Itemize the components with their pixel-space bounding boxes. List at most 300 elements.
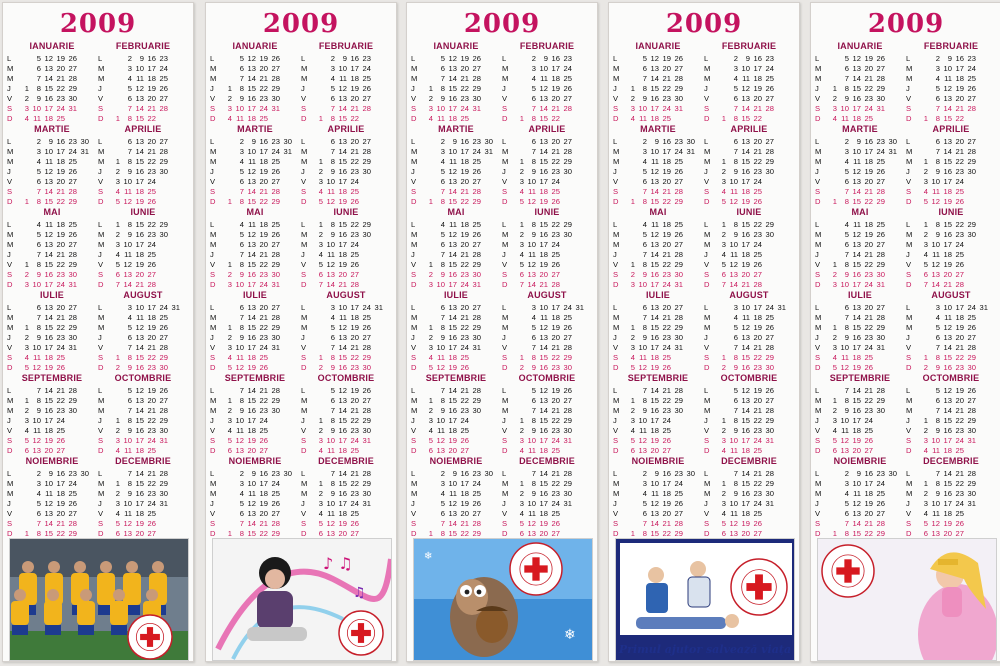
date-cell: 21: [955, 104, 964, 113]
date-cell: 25: [271, 489, 280, 498]
day-letter: M: [704, 230, 711, 239]
date-cell: 1: [630, 396, 635, 405]
day-letter: S: [301, 353, 307, 362]
date-cell: 16: [943, 489, 952, 498]
date-cell: 9: [531, 426, 536, 435]
date-cell: 8: [239, 323, 244, 332]
day-letter: M: [98, 74, 105, 83]
week-day-row: [411, 343, 501, 353]
date-cell: 9: [127, 167, 132, 176]
date-cell: 24: [271, 147, 280, 156]
date-cell: 9: [531, 363, 536, 372]
date-cell: 22: [56, 323, 65, 332]
date-cell: 27: [967, 396, 976, 405]
month-block: [502, 41, 592, 123]
date-cell: 10: [931, 499, 940, 508]
date-cell: 10: [32, 416, 41, 425]
date-cell: 17: [338, 240, 347, 249]
date-cell: 12: [247, 54, 256, 63]
date-cell: 23: [674, 137, 683, 146]
date-cell: 19: [662, 167, 671, 176]
date-cell: 10: [638, 343, 647, 352]
date-cell: 10: [123, 240, 132, 249]
date-cell: 5: [428, 436, 433, 445]
date-cell: 12: [326, 197, 335, 206]
date-cell: 20: [852, 446, 861, 455]
date-cell: 18: [259, 489, 268, 498]
week-day-row: [906, 220, 996, 230]
date-cell: 27: [472, 64, 481, 73]
date-cell: 31: [362, 436, 371, 445]
week-day-row: [906, 240, 996, 250]
date-cell: 4: [935, 74, 940, 83]
date-cell: 7: [127, 343, 132, 352]
week-day-row: [613, 323, 703, 333]
date-cell: 19: [741, 197, 750, 206]
day-letter: M: [502, 240, 509, 249]
date-cell: 25: [259, 114, 268, 123]
date-cell: 25: [362, 74, 371, 83]
day-letter: D: [411, 114, 417, 123]
date-cell: 9: [856, 469, 861, 478]
day-letter: L: [210, 137, 215, 146]
week-day-row: [613, 426, 703, 436]
date-cell: 26: [362, 323, 371, 332]
date-cell: 5: [844, 499, 849, 508]
day-letter: J: [906, 416, 910, 425]
month-block: [502, 124, 592, 206]
date-cell: 21: [662, 250, 671, 259]
date-cell: 21: [460, 250, 469, 259]
calendar-card: [2, 2, 194, 662]
date-cell: 11: [45, 220, 53, 229]
date-cell: 14: [539, 104, 548, 113]
date-cell: 15: [650, 197, 659, 206]
date-cell: 9: [844, 270, 849, 279]
date-cell: 28: [68, 187, 77, 196]
date-cell: 7: [844, 187, 849, 196]
date-cell: 2: [923, 363, 928, 372]
date-cell: 17: [44, 280, 53, 289]
date-cell: 1: [318, 114, 323, 123]
month-block: [704, 373, 794, 455]
date-cell: 21: [539, 280, 548, 289]
date-cell: 23: [551, 426, 560, 435]
month-name: APRILIE: [528, 124, 566, 134]
date-cell: 22: [56, 197, 65, 206]
date-cell: 9: [654, 137, 659, 146]
date-cell: 11: [528, 187, 536, 196]
date-cell: 8: [642, 529, 647, 538]
date-cell: 15: [135, 353, 144, 362]
date-cell: 28: [765, 343, 774, 352]
date-cell: 2: [115, 363, 120, 372]
card-picture: [9, 538, 189, 661]
date-cell: 5: [239, 167, 244, 176]
day-letter: M: [704, 489, 711, 498]
month-block: [98, 124, 188, 206]
date-cell: 23: [159, 54, 168, 63]
day-letter: M: [301, 406, 308, 415]
date-cell: 28: [674, 250, 683, 259]
date-cell: 9: [127, 230, 132, 239]
date-cell: 12: [448, 499, 457, 508]
date-cell: 13: [448, 240, 457, 249]
date-cell: 18: [135, 250, 144, 259]
date-cell: 25: [56, 426, 65, 435]
svg-text:❄: ❄: [424, 551, 433, 562]
week-day-row: [613, 84, 703, 94]
date-cell: 15: [650, 529, 659, 538]
date-cell: 31: [674, 280, 683, 289]
date-cell: 25: [551, 250, 560, 259]
day-letter: S: [502, 104, 508, 113]
day-letter: S: [815, 104, 821, 113]
month-name: DECEMBRIE: [519, 456, 575, 466]
date-cell: 1: [115, 353, 120, 362]
date-cell: 30: [484, 137, 493, 146]
date-cell: 22: [147, 353, 156, 362]
date-cell: 17: [539, 177, 548, 186]
date-cell: 25: [955, 509, 964, 518]
date-cell: 6: [844, 303, 849, 312]
month-block: [210, 41, 300, 123]
month-block: [301, 41, 391, 123]
week-day-row: [411, 230, 501, 240]
date-cell: 9: [440, 333, 445, 342]
date-cell: 25: [955, 446, 964, 455]
date-cell: 13: [123, 529, 132, 538]
date-cell: 10: [840, 416, 849, 425]
date-cell: 22: [864, 260, 873, 269]
date-cell: 4: [227, 426, 232, 435]
day-letter: J: [815, 250, 819, 259]
day-letter: D: [7, 446, 13, 455]
date-cell: 27: [472, 509, 481, 518]
date-cell: 23: [350, 426, 359, 435]
date-cell: 6: [36, 64, 41, 73]
date-cell: 6: [440, 509, 445, 518]
date-cell: 17: [943, 240, 952, 249]
date-cell: 17: [44, 416, 53, 425]
date-cell: 26: [864, 436, 873, 445]
date-cell: 6: [330, 333, 335, 342]
date-cell: 7: [733, 147, 738, 156]
date-cell: 21: [551, 469, 560, 478]
week-day-row: [502, 250, 592, 260]
date-cell: 4: [239, 489, 244, 498]
week-day-row: [815, 469, 905, 479]
week-day-row: [704, 519, 794, 529]
date-cell: 20: [662, 64, 671, 73]
day-letter: J: [613, 499, 617, 508]
date-cell: 9: [251, 469, 256, 478]
date-cell: 14: [44, 386, 53, 395]
date-cell: 7: [440, 74, 445, 83]
month-name: IUNIE: [130, 207, 156, 217]
date-cell: 19: [741, 519, 750, 528]
date-cell: 6: [733, 137, 738, 146]
week-day-row: [815, 167, 905, 177]
date-cell: 6: [127, 94, 132, 103]
date-cell: 22: [662, 197, 671, 206]
date-cell: 5: [330, 386, 335, 395]
date-cell: 24: [362, 64, 371, 73]
date-cell: 5: [642, 54, 647, 63]
day-letter: L: [906, 303, 911, 312]
week-day-row: [210, 177, 300, 187]
date-cell: 18: [350, 74, 359, 83]
date-cell: 19: [943, 260, 952, 269]
week-day-row: [98, 94, 188, 104]
date-cell: 30: [362, 230, 371, 239]
date-cell: 10: [135, 64, 144, 73]
month-name: NOIEMBRIE: [25, 456, 79, 466]
date-cell: 23: [876, 469, 885, 478]
week-day-row: [210, 479, 300, 489]
week-day-row: [301, 104, 391, 114]
week-day-row: [502, 280, 592, 290]
date-cell: 21: [350, 469, 359, 478]
month-block: [815, 207, 905, 289]
week-day-row: [301, 426, 391, 436]
week-day-row: [98, 313, 188, 323]
date-cell: 30: [967, 363, 976, 372]
date-cell: 18: [247, 426, 256, 435]
date-cell: 20: [350, 137, 359, 146]
date-cell: 22: [753, 114, 762, 123]
date-cell: 17: [864, 479, 873, 488]
date-cell: 17: [753, 64, 762, 73]
date-cell: 24: [674, 147, 683, 156]
date-cell: 6: [239, 240, 244, 249]
date-cell: 16: [448, 270, 457, 279]
date-cell: 28: [472, 519, 481, 528]
week-day-row: [815, 177, 905, 187]
date-cell: 14: [247, 519, 256, 528]
date-cell: 18: [753, 74, 762, 83]
week-day-row: [210, 499, 300, 509]
date-cell: 10: [135, 303, 144, 312]
date-cell: 28: [876, 519, 885, 528]
date-cell: 11: [730, 509, 738, 518]
date-cell: 8: [531, 114, 536, 123]
date-cell: 12: [44, 54, 53, 63]
week-day-row: [502, 54, 592, 64]
date-cell: 16: [943, 230, 952, 239]
week-day-row: [98, 230, 188, 240]
date-cell: 16: [460, 469, 469, 478]
day-letter: L: [7, 137, 12, 146]
month-block: [704, 41, 794, 123]
week-day-row: [906, 64, 996, 74]
date-cell: 22: [460, 260, 469, 269]
date-cell: 13: [741, 396, 750, 405]
month-name: APRILIE: [124, 124, 162, 134]
date-cell: 30: [967, 489, 976, 498]
week-day-row: [906, 416, 996, 426]
date-cell: 17: [338, 499, 347, 508]
day-letter: L: [411, 386, 416, 395]
date-cell: 5: [531, 84, 536, 93]
date-cell: 29: [271, 396, 280, 405]
week-day-row: [815, 426, 905, 436]
date-cell: 8: [330, 353, 335, 362]
week-day-row: [210, 406, 300, 416]
day-letter: L: [906, 220, 911, 229]
month-block: [98, 207, 188, 289]
date-cell: 20: [662, 240, 671, 249]
date-cell: 6: [531, 94, 536, 103]
week-day-row: [411, 489, 501, 499]
date-cell: 10: [650, 479, 659, 488]
day-letter: M: [906, 406, 913, 415]
date-cell: 11: [932, 187, 940, 196]
date-cell: 26: [68, 167, 77, 176]
date-cell: 5: [630, 363, 635, 372]
day-letter: J: [906, 167, 910, 176]
date-cell: 20: [460, 64, 469, 73]
date-cell: 21: [460, 74, 469, 83]
date-cell: 10: [638, 104, 647, 113]
date-cell: 4: [721, 509, 726, 518]
date-cell: 17: [852, 104, 861, 113]
date-cell: 18: [135, 509, 144, 518]
date-cell: 26: [350, 260, 359, 269]
date-cell: 13: [943, 137, 952, 146]
day-letter: M: [815, 396, 822, 405]
date-cell: 20: [539, 270, 548, 279]
date-cell: 3: [115, 436, 120, 445]
date-cell: 17: [147, 303, 156, 312]
date-cell: 15: [135, 114, 144, 123]
day-letter: S: [815, 519, 821, 528]
date-cell: 24: [147, 499, 156, 508]
date-cell: 11: [528, 446, 536, 455]
date-cell: 20: [259, 303, 268, 312]
date-cell: 21: [551, 406, 560, 415]
date-cell: 2: [24, 270, 29, 279]
date-cell: 20: [350, 94, 359, 103]
date-cell: 3: [733, 303, 738, 312]
date-cell: 21: [350, 406, 359, 415]
date-cell: 10: [741, 64, 750, 73]
date-cell: 23: [56, 333, 65, 342]
date-cell: 26: [753, 519, 762, 528]
week-day-row: [815, 64, 905, 74]
date-cell: 2: [844, 137, 849, 146]
day-letter: M: [301, 396, 308, 405]
day-letter: J: [7, 84, 11, 93]
date-cell: 8: [36, 396, 41, 405]
date-cell: 24: [147, 436, 156, 445]
date-cell: 6: [642, 177, 647, 186]
week-day-row: [301, 177, 391, 187]
date-cell: 9: [935, 230, 940, 239]
date-cell: 21: [864, 519, 873, 528]
date-cell: 23: [147, 230, 156, 239]
date-cell: 26: [955, 260, 964, 269]
date-cell: 27: [362, 137, 371, 146]
date-cell: 4: [330, 313, 335, 322]
day-letter: V: [301, 509, 307, 518]
date-cell: 4: [227, 114, 232, 123]
date-cell: 23: [753, 363, 762, 372]
date-cell: 20: [259, 240, 268, 249]
date-cell: 13: [539, 137, 548, 146]
date-cell: 15: [943, 416, 952, 425]
week-day-row: [704, 94, 794, 104]
date-cell: 29: [765, 157, 774, 166]
date-cell: 11: [730, 250, 738, 259]
week-day-row: [301, 147, 391, 157]
date-cell: 16: [955, 54, 964, 63]
week-day-row: [815, 363, 905, 373]
date-cell: 5: [844, 54, 849, 63]
day-letter: S: [98, 270, 104, 279]
week-day-row: [502, 147, 592, 157]
week-day-row: [210, 509, 300, 519]
date-cell: 2: [24, 406, 29, 415]
date-cell: 10: [527, 436, 536, 445]
date-cell: 31: [271, 104, 280, 113]
day-letter: D: [301, 197, 307, 206]
date-cell: 19: [460, 54, 469, 63]
date-cell: 25: [674, 220, 683, 229]
date-cell: 19: [247, 363, 256, 372]
day-letter: M: [301, 64, 308, 73]
date-cell: 30: [271, 406, 280, 415]
day-letter: L: [613, 303, 618, 312]
day-letter: M: [301, 240, 308, 249]
date-cell: 22: [955, 416, 964, 425]
day-letter: L: [411, 137, 416, 146]
date-cell: 5: [733, 386, 738, 395]
date-cell: 7: [844, 250, 849, 259]
week-day-row: [98, 54, 188, 64]
date-cell: 22: [350, 114, 359, 123]
date-cell: 15: [44, 396, 53, 405]
date-cell: 7: [733, 104, 738, 113]
date-cell: 7: [330, 147, 335, 156]
date-cell: 2: [227, 94, 232, 103]
date-cell: 23: [147, 167, 156, 176]
date-cell: 12: [338, 84, 347, 93]
month-name: NOIEMBRIE: [228, 456, 282, 466]
date-cell: 24: [350, 436, 359, 445]
date-cell: 25: [159, 74, 168, 83]
date-cell: 2: [318, 363, 323, 372]
date-cell: 25: [159, 313, 168, 322]
date-cell: 20: [753, 333, 762, 342]
day-letter: M: [613, 240, 620, 249]
date-cell: 11: [136, 74, 144, 83]
day-letter: V: [98, 509, 104, 518]
date-cell: 8: [127, 157, 132, 166]
date-cell: 2: [832, 270, 837, 279]
date-cell: 18: [247, 114, 256, 123]
date-cell: 26: [259, 363, 268, 372]
calendar-card: [608, 2, 800, 662]
date-cell: 7: [642, 74, 647, 83]
date-cell: 24: [56, 280, 65, 289]
week-day-row: [815, 509, 905, 519]
date-cell: 8: [733, 479, 738, 488]
day-letter: M: [613, 396, 620, 405]
date-cell: 14: [44, 74, 53, 83]
week-day-row: [210, 416, 300, 426]
date-cell: 24: [876, 479, 885, 488]
